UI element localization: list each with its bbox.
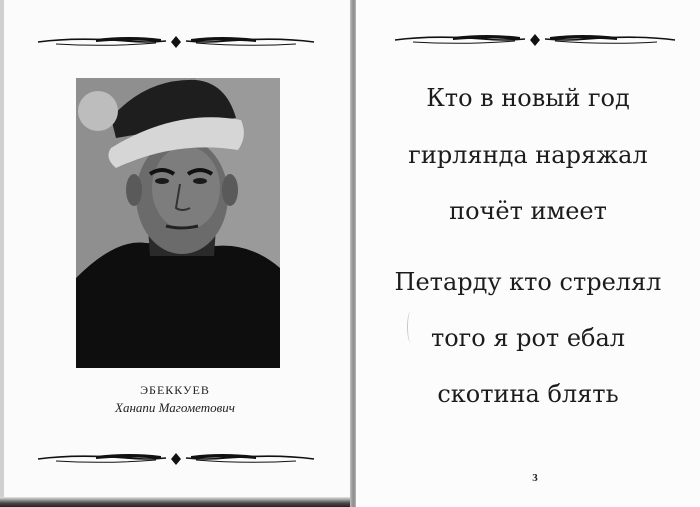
portrait-photo [76, 78, 280, 368]
portrait-surname: ЭБЕККУЕВ [140, 383, 210, 397]
poem-line: Кто в новый год [426, 84, 630, 112]
poem-line: Петарду кто стрелял [394, 268, 662, 296]
ornamental-divider-icon [393, 31, 677, 49]
scan-mark [407, 312, 414, 342]
ornamental-divider-icon [36, 450, 316, 468]
portrait-full-name: Ханапи Магометович [115, 400, 235, 415]
santa-hat-icon [76, 78, 280, 368]
right-page [356, 0, 700, 507]
page-edge [0, 0, 4, 507]
ornamental-divider-icon [36, 33, 316, 51]
page-number: 3 [532, 472, 538, 484]
poem-line: гирлянда наряжал [408, 141, 648, 169]
poem-line: того я рот ебал [430, 324, 626, 352]
page-shadow [0, 497, 352, 507]
poem-line: почёт имеет [449, 197, 607, 225]
poem-line: скотина блять [437, 380, 619, 408]
